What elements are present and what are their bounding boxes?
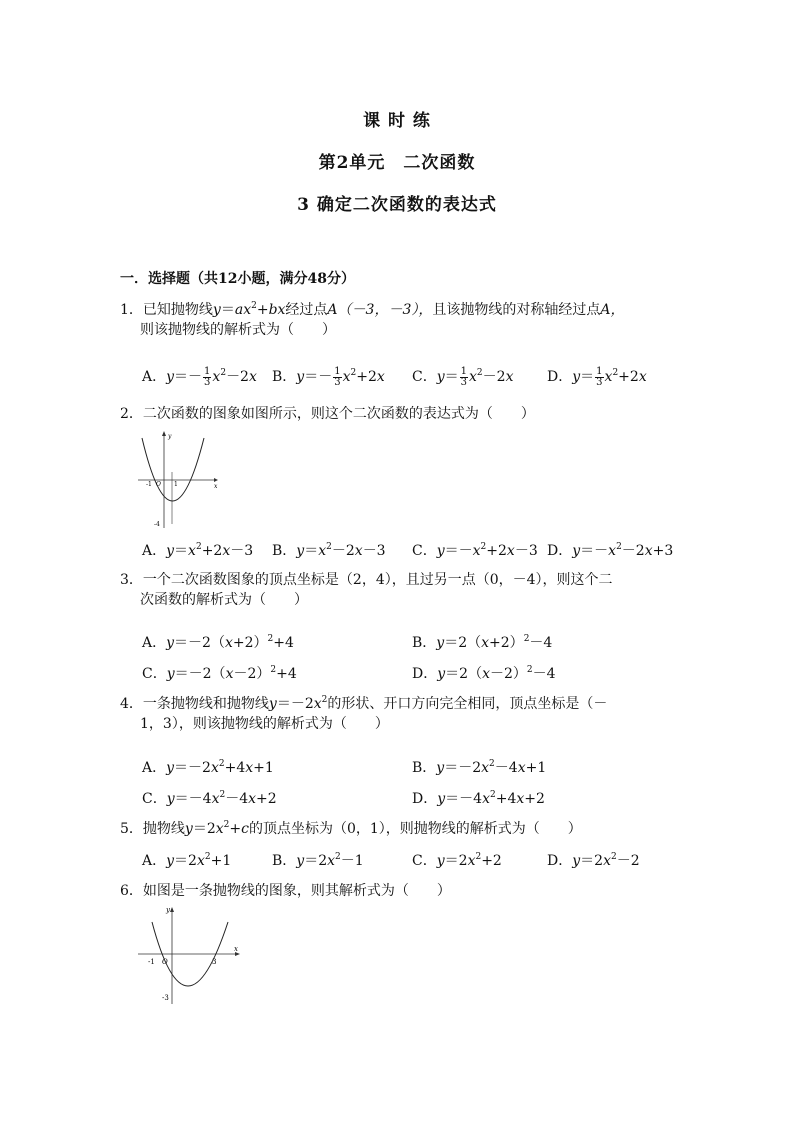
q6-origin: O [162,958,168,966]
q2-origin: O [156,481,161,488]
q6-parabola-graph [136,904,244,1006]
q2-tick-neg1: -1 [146,481,152,488]
q5-option-a[interactable]: A．$y=2x^2+1$ [142,852,232,869]
q1-option-b[interactable]: B．y＝－ $\frac{1}{3}$ $x^2+2x$ [272,365,385,388]
section-heading: 一．选择题（共12小题，满分48分） [120,271,355,287]
q3-option-d[interactable]: D．$y=2(x-2)^2-4$ [412,665,556,682]
q6-x-axis-label: x [234,945,238,953]
q1-option-d[interactable]: D．y＝ $\frac{1}{3}$ $x^2+2x$ [547,365,647,388]
q2-option-d[interactable]: D．$y=-x^2-2x+3$ [547,542,674,559]
q2-x-axis-label: x [214,483,218,490]
q5-option-b[interactable]: B．$y=2x^2-1$ [272,852,364,869]
q5-option-d[interactable]: D．$y=2x^2-2$ [547,852,640,869]
q3-option-a[interactable]: A．$y=-2(x+2)^2+4$ [142,634,294,651]
q1-option-a[interactable]: A．y＝－ $\frac{1}{3}$ $x^2-2x$ [142,365,257,388]
q2-y-axis-label: y [168,433,172,440]
question-6: 6．如图是一条抛物线的图象，则其解析式为（ ） [120,883,451,899]
q2-option-c[interactable]: C．$y=-x^2+2x-3$ [412,542,538,559]
question-2: 2．二次函数的图象如图所示，则这个二次函数的表达式为（ ） [120,406,535,422]
q2-parabola-graph [134,428,220,530]
question-4: 4．一条抛物线和抛物线$y=-2x^2$的形状、开口方向完全相同，顶点坐标是（－ 1，3），则该抛物线的解析式为（ ） [120,695,608,732]
q3-option-b[interactable]: B．$y=2(x+2)^2-4$ [412,634,553,651]
question-1: 1．已知抛物线$y=ax^2+bx$经过点A（－3，－3），且该抛物线的对称轴经过点A， 则该抛物线的解析式为（ ） [120,301,625,338]
q4-option-d[interactable]: D．$y=-4x^2+4x+2$ [412,790,545,807]
question-3: 3．一个二次函数图象的顶点坐标是（2，4），且过另一点（0，－4），则这个二 次函数的解析式为（ ） [120,572,613,608]
q6-y-axis-label: y [166,906,170,914]
q2-tick-neg4: -4 [154,521,160,528]
q1-option-c[interactable]: C．y＝ $\frac{1}{3}$ $x^2-2x$ [412,365,514,388]
question-5: 5．抛物线$y=2x^2+c$的顶点坐标为（0，1），则抛物线的解析式为（ ） [120,820,582,837]
lesson-title: 3 确定二次函数的表达式 [297,195,497,215]
q6-tick-neg1: -1 [148,958,155,966]
q4-option-b[interactable]: B．$y=-2x^2-4x+1$ [412,759,547,776]
unit-title: 第2单元 二次函数 [318,153,476,173]
q2-option-b[interactable]: B．$y=x^2-2x-3$ [272,542,386,559]
q2-option-a[interactable]: A．$y=x^2+2x-3$ [142,542,254,559]
q6-tick-neg3: -3 [162,994,169,1002]
q4-option-a[interactable]: A．$y=-2x^2+4x+1$ [142,759,274,776]
q3-option-c[interactable]: C．$y=-2(x-2)^2+4$ [142,665,297,682]
q2-tick-1: 1 [174,481,178,488]
page-title: 课 时 练 [363,111,431,131]
q4-option-c[interactable]: C．$y=-4x^2-4x+2$ [142,790,277,807]
q6-tick-3: 3 [212,958,217,966]
q5-option-c[interactable]: C．$y=2x^2+2$ [412,852,502,869]
